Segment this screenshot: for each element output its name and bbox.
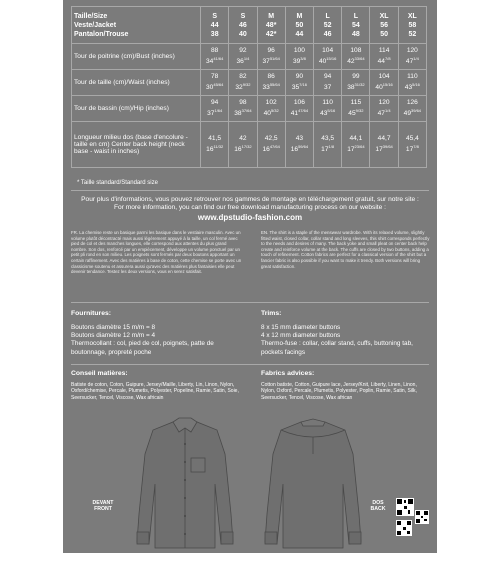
measurement-cell: 44,1 $17^{23/64}$ <box>342 122 370 168</box>
measurement-cell: 108 $42^{33/64}$ <box>342 44 370 70</box>
info-en-text: For more information, you can find our free download manufacturing process on our website : <box>114 204 386 211</box>
measurement-cell: 120 $47^{1/4}$ <box>398 44 426 70</box>
size-col: M 50 44 <box>285 7 313 44</box>
fourniture-line: Boutons diamètre 15 m/m = 8 <box>71 324 156 331</box>
shirt-front-illustration <box>135 414 235 554</box>
jacket-label: Veste/Jacket <box>74 21 117 29</box>
fourniture-line: Thermocollant : col, pied de col, poignets, patte de boutonnage, propreté poche <box>71 340 214 356</box>
trouser-label: Pantalon/Trouse <box>74 30 129 38</box>
size-col: XL 58 52 <box>398 7 426 44</box>
measurement-cell: 42 $16^{17/32}$ <box>229 122 257 168</box>
page-bottom-margin <box>63 553 437 563</box>
fourniture-line: Boutons diamètre 12 m/m = 4 <box>71 332 156 340</box>
measurement-cell: 82 $32^{9/32}$ <box>229 70 257 96</box>
trims-title: Trims: <box>261 310 282 317</box>
measurement-cell: 94 $37^{1/64}$ <box>201 96 229 122</box>
divider <box>71 190 429 191</box>
size-label: Taille/Size <box>74 12 108 20</box>
description-en: EN. The shirt is a staple of the menswear wardrobe. With its relaxed volume, slightly fitted waist, closed collar, collar stand and long sleeves, this shirt corresponds perfectly to the needs and desires of many. The back yoke and small pleat on center back help create and reinforce volume at the back. The cuffs are closed by two buttons, adding a touch of refinement. Cotton fabrics are perfect for a classical version of the shirt but a fancier fabric is also possible if you want to make it trendy. Both versions will bring great satisfaction. <box>261 230 430 269</box>
measurement-cell: 104 $40^{15/16}$ <box>370 70 398 96</box>
measurement-cell: 102 $40^{5/32}$ <box>257 96 285 122</box>
size-chart-table <box>71 6 427 168</box>
size-col: S 46 40 <box>229 7 257 44</box>
trim-line: 8 x 15 mm diameter buttons <box>261 324 341 331</box>
size-col: M 48* 42* <box>257 7 285 44</box>
measurement-label: Tour de poitrine (cm)/Bust (inches) <box>72 44 201 70</box>
measurement-cell: 110 $43^{5/16}$ <box>314 96 342 122</box>
measurement-cell: 110 $43^{5/16}$ <box>398 70 426 96</box>
website-link[interactable]: www.dpstudio-fashion.com <box>197 213 303 222</box>
measurement-cell: 45,4 $17^{7/8}$ <box>398 122 426 168</box>
measurement-cell: 104 $40^{15/16}$ <box>314 44 342 70</box>
measurement-cell: 106 $41^{47/64}$ <box>285 96 313 122</box>
shirt-back-illustration <box>263 414 363 554</box>
size-col: XL 56 50 <box>370 7 398 44</box>
measurement-cell: 43 $16^{59/64}$ <box>285 122 313 168</box>
fournitures-list <box>71 324 247 357</box>
divider <box>71 364 429 365</box>
trim-line: Thermo-fuse : collar, collar stand, cuffs, buttoning tab, pockets facings <box>261 340 413 356</box>
measurement-cell: 42,5 $16^{47/64}$ <box>257 122 285 168</box>
measurement-cell: 126 $49^{39/64}$ <box>398 96 426 122</box>
measurement-row <box>72 70 427 96</box>
measurement-cell: 96 $37^{51/64}$ <box>257 44 285 70</box>
standard-size-note: * Taille standard/Standard size <box>77 180 158 186</box>
size-col: S 44 38 <box>201 7 229 44</box>
measurement-cell: 100 $39^{3/8}$ <box>285 44 313 70</box>
measurement-row <box>72 122 427 168</box>
measurement-cell: 78 $30^{45/64}$ <box>201 70 229 96</box>
size-col: L 54 48 <box>342 7 370 44</box>
measurement-cell: 88 $34^{41/64}$ <box>201 44 229 70</box>
website-info <box>71 196 429 222</box>
measurement-cell: 114 $44^{7/8}$ <box>370 44 398 70</box>
qr-code-icon[interactable] <box>396 520 412 536</box>
fournitures-title: Fournitures: <box>71 310 112 317</box>
size-header-row <box>72 7 427 44</box>
description-fr: FR. La chemise reste un basique parmi les basique dans le vestiaire masculin. Avec un volume plutôt décontracté mais aussi légèrement appuyé à la taille, un col fermé avec pied de col et des manches longues, elle correspond aux attentes du plus grand nombre. Son dos, renforcé par un empiècement, développe un volume ponctuel par un petit pli rond en son milieu. Les poignets sont fermés par deux boutons apportant un certain raffinement. Avec des matières à base de coton, cette chemise se porte avec un classicisme soutenu et assurera aussi qu'avec des matières plus fantaisies elle peut devenir tendance. Testez les deux versions, vous en serez satisfait. <box>71 230 242 275</box>
trims-list <box>261 324 431 357</box>
conseil-title: Conseil matières: <box>71 370 128 377</box>
info-fr-text: Pour plus d'informations, vous pouvez retrouver nos gammes de montage en téléchargement gratuit, sur notre site : <box>81 196 419 203</box>
measurement-cell: 92 $36^{1/4}$ <box>229 44 257 70</box>
measurement-cell: 120 $47^{1/4}$ <box>370 96 398 122</box>
measurement-label: Longueur milieu dos (base d'encolure - taille en cm) Center back height (neck base - waist in inches) <box>72 122 201 168</box>
divider <box>71 302 429 303</box>
trim-line: 4 x 12 mm diameter buttons <box>261 332 341 340</box>
measurement-label: Tour de bassin (cm)/Hip (inches) <box>72 96 201 122</box>
pattern-info-sheet <box>63 0 437 563</box>
fabrics-text: Cotton batiste, Cotton, Guipure lace, Jersey/Knit, Liberty, Linen, Linon, Nylon, Oxford, Percale, Plumetis, Polyester, Poplin, Ramie, Satin, Silk, Seersucker, Tencel, Viscose, Wax african <box>261 382 417 401</box>
back-caption: DOS BACK <box>370 500 386 512</box>
measurement-row <box>72 44 427 70</box>
measurement-cell: 98 $38^{37/64}$ <box>229 96 257 122</box>
measurement-row <box>72 96 427 122</box>
measurement-cell: 44,7 $17^{39/64}$ <box>370 122 398 168</box>
measurement-cell: 43,5 $17^{1/8}$ <box>314 122 342 168</box>
measurement-cell: 90 $35^{7/16}$ <box>285 70 313 96</box>
fabrics-title: Fabrics advices: <box>261 370 315 377</box>
measurement-rows <box>72 44 427 168</box>
measurement-cell: 94 37 <box>314 70 342 96</box>
size-col: L 52 46 <box>314 7 342 44</box>
measurement-cell: 115 $45^{9/32}$ <box>342 96 370 122</box>
measurement-cell: 86 $33^{55/64}$ <box>257 70 285 96</box>
measurement-cell: 41,5 $16^{11/32}$ <box>201 122 229 168</box>
measurement-label: Tour de taille (cm)/Waist (inches) <box>72 70 201 96</box>
conseil-text: Batiste de coton, Coton, Guipure, Jersey/Maille, Liberty, Lin, Linon, Nylon, Oxford/chemise, Percale, Plumetis, Polyester, Popeline, Ramie, Satin, Soie, Seersucker, Tencel, Viscose, Wax africain <box>71 382 239 401</box>
qr-code-icon[interactable] <box>415 510 429 524</box>
front-caption: DEVANT FRONT <box>92 500 114 512</box>
qr-code-icon[interactable] <box>396 498 414 516</box>
measurement-cell: 99 $38^{31/32}$ <box>342 70 370 96</box>
